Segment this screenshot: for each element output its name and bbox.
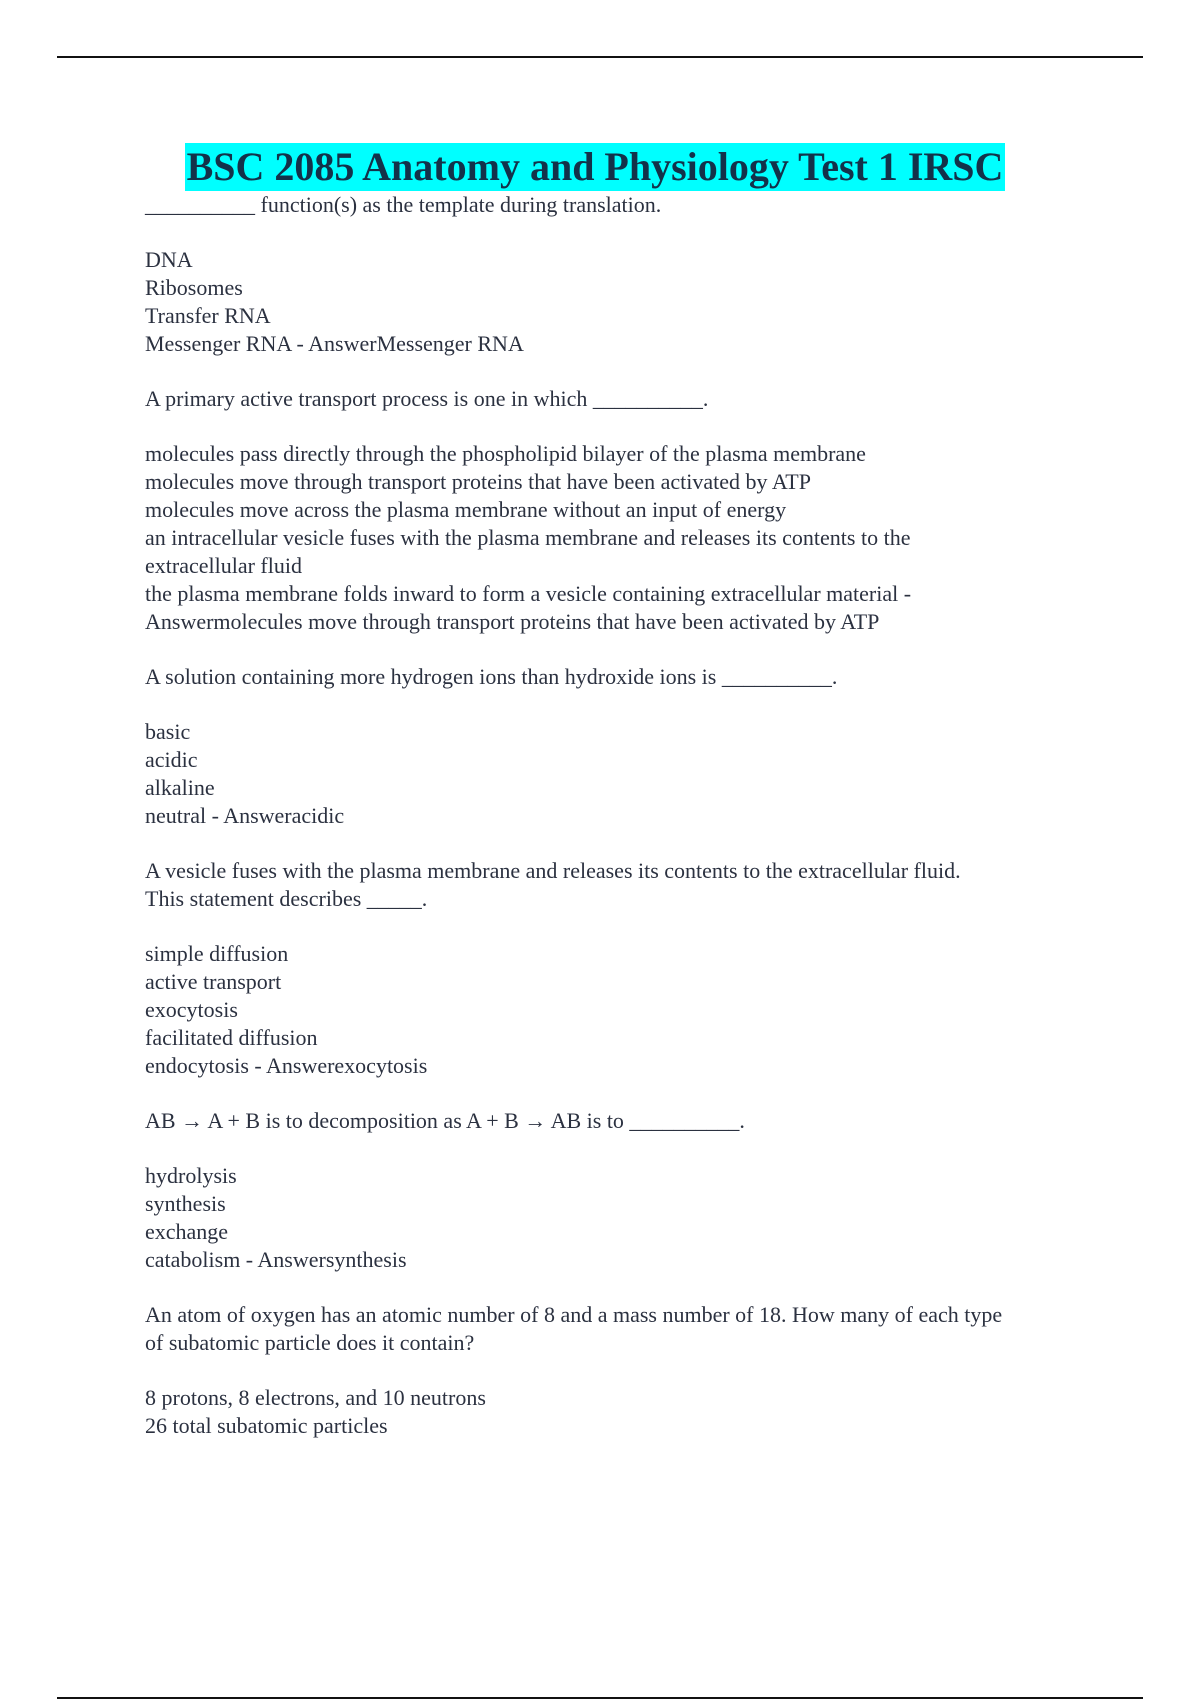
- question-2-options: [145, 440, 1105, 636]
- page-title: BSC 2085 Anatomy and Physiology Test 1 IRSC: [186, 144, 1004, 189]
- option: active transport: [145, 969, 282, 994]
- option-with-answer: neutral - Answeracidic: [145, 803, 345, 828]
- option-with-answer: Messenger RNA - AnswerMessenger RNA: [145, 331, 524, 356]
- question-text: of subatomic particle does it contain?: [145, 1330, 475, 1355]
- question-6-options: [145, 1384, 1105, 1440]
- option: molecules pass directly through the phospholipid bilayer of the plasma membrane: [145, 441, 866, 466]
- option: facilitated diffusion: [145, 1025, 318, 1050]
- option-with-answer: endocytosis - Answerexocytosis: [145, 1053, 428, 1078]
- question-3-prompt: [145, 663, 1105, 691]
- question-1-prompt: [145, 191, 1105, 219]
- option: hydrolysis: [145, 1163, 237, 1188]
- option: simple diffusion: [145, 941, 289, 966]
- question-6-prompt: [145, 1301, 1105, 1357]
- question-text: This statement describes _____.: [145, 886, 428, 911]
- question-3-options: [145, 718, 1105, 830]
- option: molecules move across the plasma membrane without an input of energy: [145, 497, 787, 522]
- option: alkaline: [145, 775, 215, 800]
- bottom-rule: [57, 1697, 1143, 1699]
- option: exocytosis: [145, 997, 238, 1022]
- option: the plasma membrane folds inward to form a vesicle containing extracellular material -: [145, 581, 912, 606]
- option: Ribosomes: [145, 275, 243, 300]
- option: acidic: [145, 747, 198, 772]
- question-text: AB → A + B is to decomposition as A + B → AB is to __________.: [145, 1108, 745, 1133]
- option: molecules move through transport proteins that have been activated by ATP: [145, 469, 811, 494]
- option: extracellular fluid: [145, 553, 302, 578]
- question-4-prompt: [145, 857, 1105, 913]
- title-wrap: [125, 143, 1065, 191]
- top-rule: [57, 56, 1143, 58]
- option: DNA: [145, 247, 193, 272]
- option: Transfer RNA: [145, 303, 271, 328]
- question-text: __________ function(s) as the template during translation.: [145, 192, 662, 217]
- question-text: A vesicle fuses with the plasma membrane and releases its contents to the extracellular fluid.: [145, 858, 961, 883]
- question-text: A solution containing more hydrogen ions than hydroxide ions is __________.: [145, 664, 838, 689]
- option: synthesis: [145, 1191, 226, 1216]
- option: basic: [145, 719, 191, 744]
- question-text: An atom of oxygen has an atomic number of 8 and a mass number of 18. How many of each type: [145, 1302, 1003, 1327]
- option: exchange: [145, 1219, 229, 1244]
- question-text: A primary active transport process is one in which __________.: [145, 386, 709, 411]
- document-body: [145, 143, 1105, 1440]
- question-1-options: [145, 246, 1105, 358]
- option: an intracellular vesicle fuses with the plasma membrane and releases its contents to the: [145, 525, 911, 550]
- question-5-options: [145, 1162, 1105, 1274]
- question-2-prompt: [145, 385, 1105, 413]
- question-4-options: [145, 940, 1105, 1080]
- option-with-answer: Answermolecules move through transport proteins that have been activated by ATP: [145, 609, 880, 634]
- option-with-answer: catabolism - Answersynthesis: [145, 1247, 407, 1272]
- question-5-prompt: [145, 1107, 1105, 1135]
- option: 8 protons, 8 electrons, and 10 neutrons: [145, 1385, 486, 1410]
- option: 26 total subatomic particles: [145, 1413, 388, 1438]
